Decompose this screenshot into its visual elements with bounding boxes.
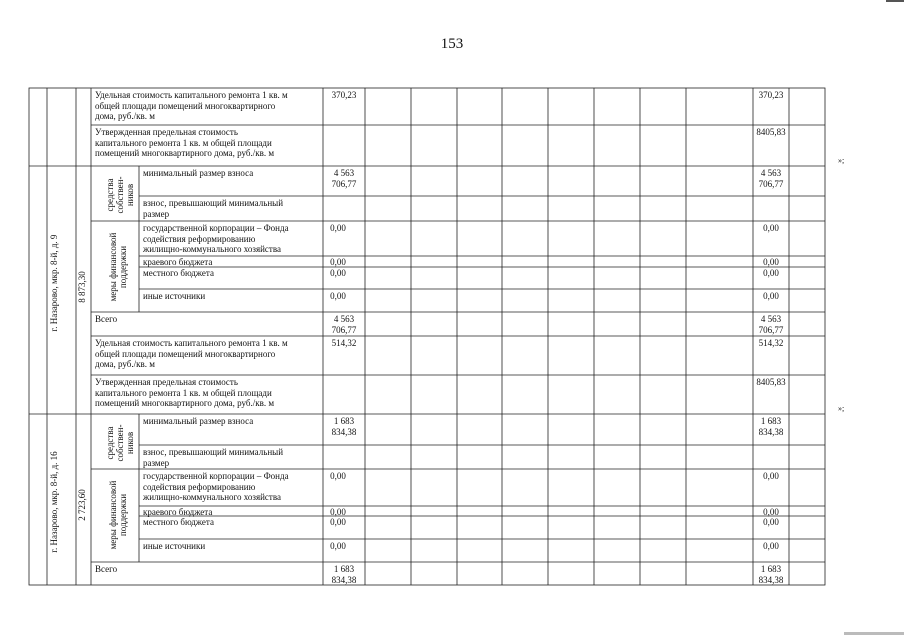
financial-support-group: меры финансовой поддержки [108, 480, 128, 550]
limit-cost-label: Утвержденная предельная стоимость капитального ремонта 1 кв. м общей площади помещений многоквартирного дома, руб./кв. м [95, 377, 275, 408]
other-sources-total: 0,00 [763, 291, 779, 301]
building-area: 2 723,60 [77, 489, 87, 521]
other-sources-label: иные источники [143, 541, 206, 551]
min-contribution-total: 4 563 706,77 [758, 168, 784, 189]
min-contribution-total: 1 683 834,38 [758, 416, 784, 437]
local-budget-total: 0,00 [763, 517, 779, 527]
excess-contribution-label: взнос, превышающий минимальный размер [143, 447, 284, 468]
other-sources-label: иные источники [143, 291, 206, 301]
fund-value: 0,00 [330, 471, 346, 481]
building-area: 8 873,30 [77, 271, 87, 303]
limit-cost-total: 8405,83 [756, 127, 786, 137]
min-contribution-label: минимальный размер взноса [143, 168, 254, 178]
total-value: 1 683 834,38 [331, 564, 357, 585]
min-contribution-value: 1 683 834,38 [331, 416, 357, 437]
fund-label: государственной корпорации – Фонда содействия реформированию жилищно-коммунального хозяйства [143, 223, 289, 254]
regional-budget-value: 0,00 [330, 507, 346, 517]
total-label: Всего [95, 314, 118, 324]
building-address: г. Назарово, мкр. 8-й, д. 16 [49, 451, 59, 553]
specific-cost-label: Удельная стоимость капитального ремонта 1 кв. м общей площади помещений многоквартирного дома, руб./кв. м [95, 338, 288, 369]
total-label: Всего [95, 564, 118, 574]
local-budget-total: 0,00 [763, 268, 779, 278]
regional-budget-label: краевого бюджета [143, 257, 213, 267]
local-budget-label: местного бюджета [143, 517, 214, 527]
min-contribution-value: 4 563 706,77 [331, 168, 357, 189]
specific-cost-total: 370,23 [758, 90, 784, 100]
closing-quote-mark: »; [838, 156, 845, 165]
other-sources-value: 0,00 [330, 291, 346, 301]
specific-cost-value: 370,23 [331, 90, 357, 100]
limit-cost-label: Утвержденная предельная стоимость капитального ремонта 1 кв. м общей площади помещений многоквартирного дома, руб./кв. м [95, 127, 275, 158]
local-budget-value: 0,00 [330, 517, 346, 527]
local-budget-value: 0,00 [330, 268, 346, 278]
excess-contribution-label: взнос, превышающий минимальный размер [143, 198, 284, 219]
owners-funds-group: средства собствен- ников [105, 424, 135, 462]
regional-budget-total: 0,00 [763, 507, 779, 517]
fund-value: 0,00 [330, 223, 346, 233]
regional-budget-value: 0,00 [330, 257, 346, 267]
fund-total: 0,00 [763, 471, 779, 481]
page-number: 153 [440, 36, 464, 52]
total-total: 1 683 834,38 [758, 564, 784, 585]
specific-cost-label: Удельная стоимость капитального ремонта 1 кв. м общей площади помещений многоквартирного дома, руб./кв. м [95, 90, 288, 121]
specific-cost-total: 514,32 [758, 338, 784, 348]
local-budget-label: местного бюджета [143, 268, 214, 278]
regional-budget-total: 0,00 [763, 257, 779, 267]
regional-budget-label: краевого бюджета [143, 507, 213, 517]
building-address: г. Назарово, мкр. 8-й, д. 9 [49, 234, 59, 332]
scan-edge-mark [886, 0, 904, 2]
total-value: 4 563 706,77 [331, 314, 357, 335]
specific-cost-value: 514,32 [331, 338, 357, 348]
closing-quote-mark: »; [838, 404, 845, 413]
other-sources-total: 0,00 [763, 541, 779, 551]
fund-total: 0,00 [763, 223, 779, 233]
fund-label: государственной корпорации – Фонда содействия реформированию жилищно-коммунального хозяйства [143, 471, 289, 502]
total-total: 4 563 706,77 [758, 314, 784, 335]
financial-support-group: меры финансовой поддержки [108, 232, 128, 302]
other-sources-value: 0,00 [330, 541, 346, 551]
min-contribution-label: минимальный размер взноса [143, 416, 254, 426]
owners-funds-group: средства собствен- ников [105, 176, 135, 214]
limit-cost-total: 8405,83 [756, 377, 786, 387]
